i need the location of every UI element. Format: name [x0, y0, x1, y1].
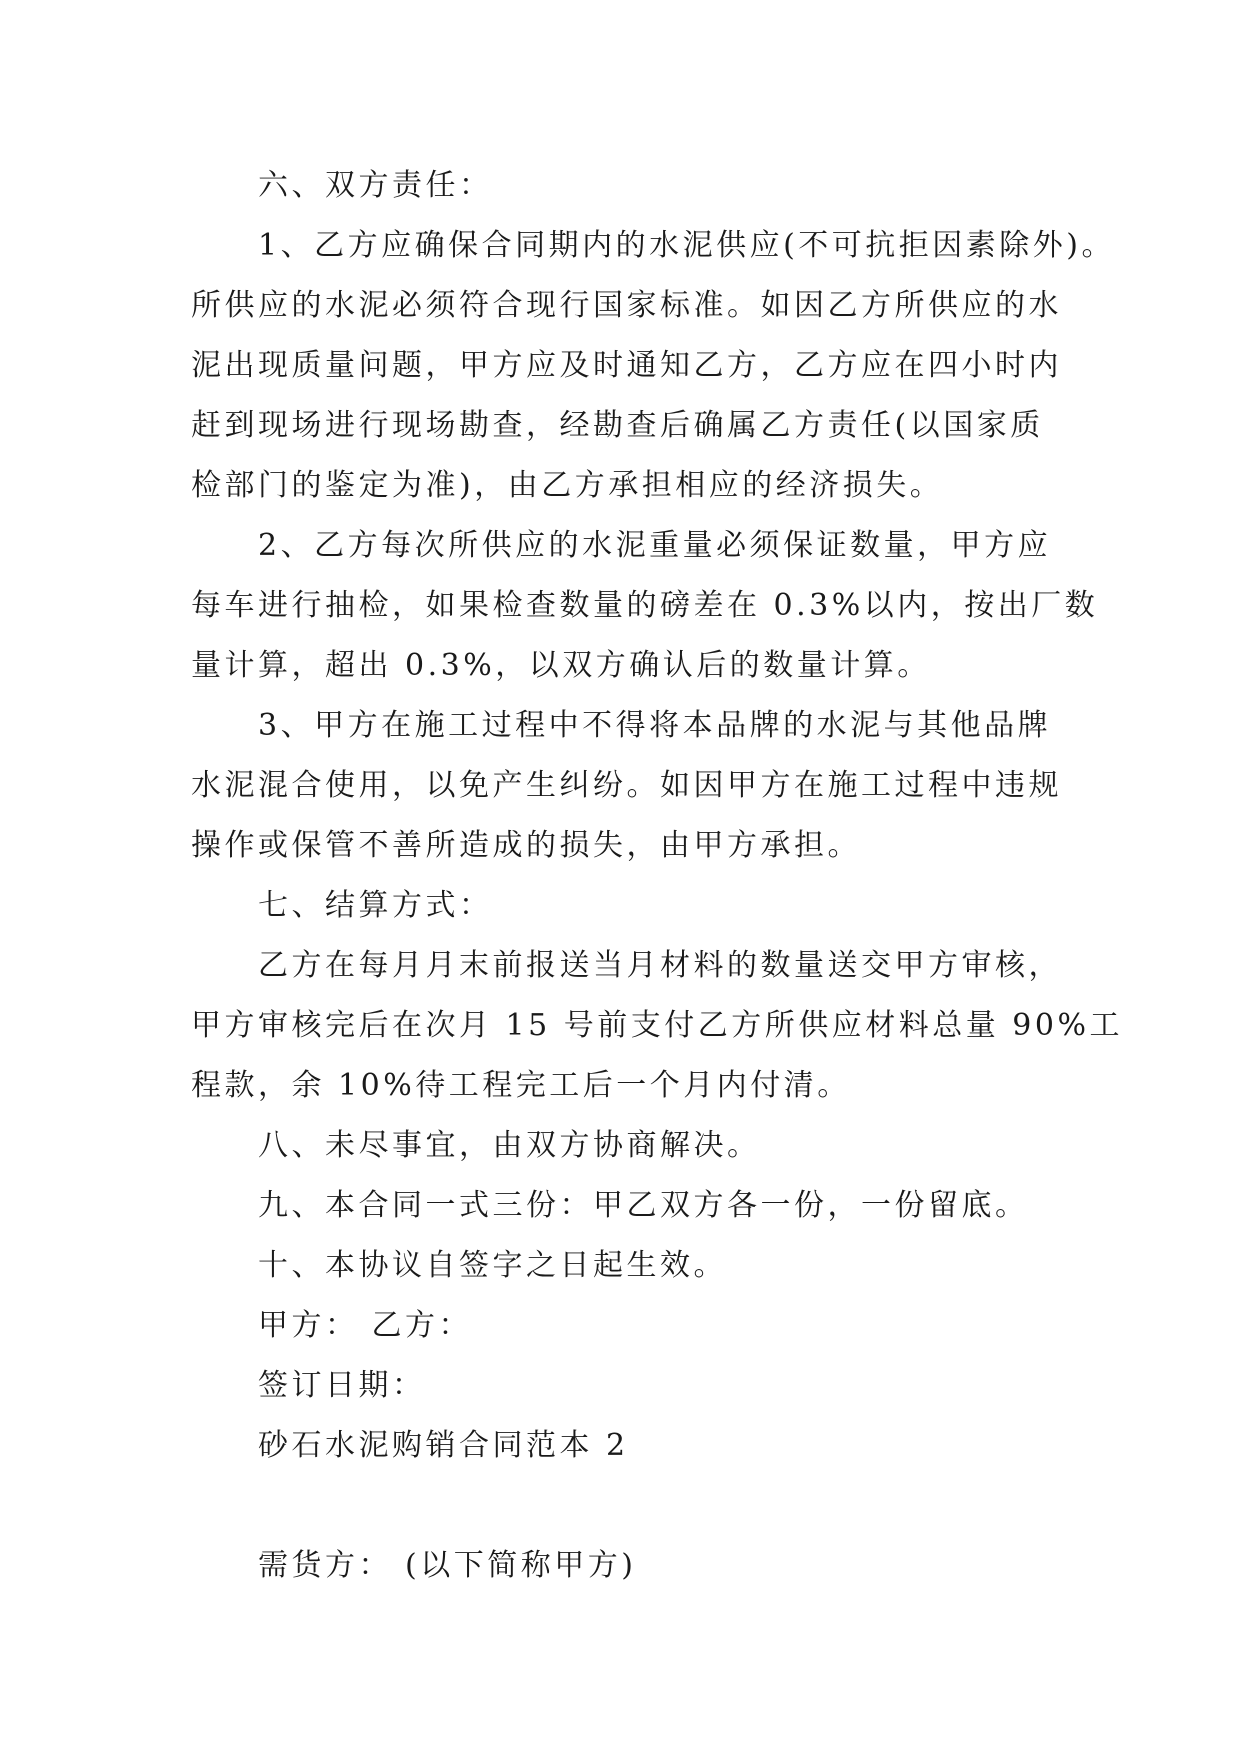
section-7-line-1: 乙方在每月月末前报送当月材料的数量送交甲方审核， [258, 948, 1062, 983]
clause-6-1-line-4: 赶到现场进行现场勘查，经勘查后确属乙方责任(以国家质 [191, 408, 1044, 443]
section-9: 九、本合同一式三份：甲乙双方各一份，一份留底。 [258, 1188, 1029, 1223]
clause-6-2-line-2: 每车进行抽检，如果检查数量的磅差在 0.3%以内，按出厂数 [191, 588, 1099, 623]
clause-6-3-line-2: 水泥混合使用，以免产生纠纷。如因甲方在施工过程中违规 [191, 768, 1062, 803]
clause-6-2-line-3: 量计算，超出 0.3%，以双方确认后的数量计算。 [191, 648, 931, 683]
clause-6-1-line-3: 泥出现质量问题，甲方应及时通知乙方，乙方应在四小时内 [191, 348, 1062, 383]
signing-date-label: 签订日期： [258, 1368, 426, 1403]
section-10: 十、本协议自签字之日起生效。 [258, 1248, 727, 1283]
clause-6-3-line-1: 3、甲方在施工过程中不得将本品牌的水泥与其他品牌 [258, 708, 1052, 743]
clause-6-2-line-1: 2、乙方每次所供应的水泥重量必须保证数量，甲方应 [258, 528, 1052, 563]
clause-6-1-line-2: 所供应的水泥必须符合现行国家标准。如因乙方所供应的水 [191, 288, 1062, 323]
template-2-title: 砂石水泥购销合同范本 2 [258, 1428, 629, 1463]
buyer-label: 需货方： (以下简称甲方) [258, 1548, 637, 1583]
clause-6-1-line-5: 检部门的鉴定为准)，由乙方承担相应的经济损失。 [191, 468, 944, 503]
section-7-line-2: 甲方审核完后在次月 15 号前支付乙方所供应材料总量 90%工 [191, 1008, 1123, 1043]
section-8: 八、未尽事宜，由双方协商解决。 [258, 1128, 761, 1163]
section-6-heading: 六、双方责任： [258, 168, 493, 203]
section-7-line-3: 程款，余 10%待工程完工后一个月内付清。 [191, 1068, 851, 1103]
party-signature-labels: 甲方： 乙方： [258, 1308, 473, 1343]
clause-6-3-line-3: 操作或保管不善所造成的损失，由甲方承担。 [191, 828, 861, 863]
clause-6-1-line-1: 1、乙方应确保合同期内的水泥供应(不可抗拒因素除外)。 [258, 228, 1115, 263]
section-7-heading: 七、结算方式： [258, 888, 493, 923]
